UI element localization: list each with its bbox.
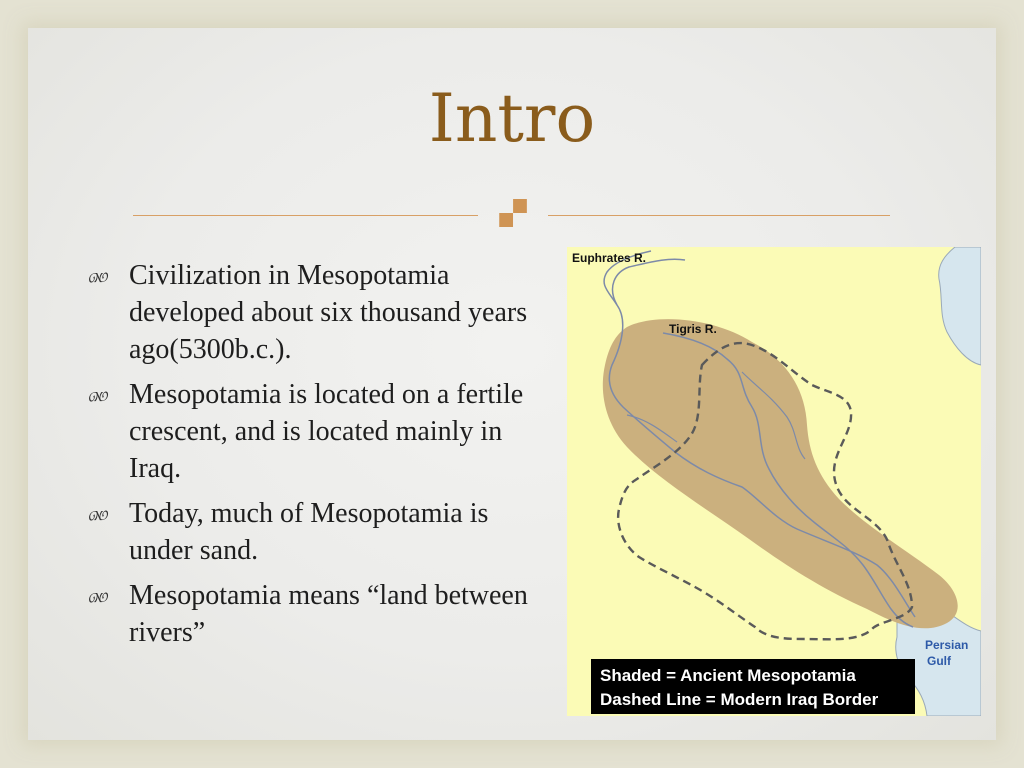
scroll-flourish-icon: 🙾: [499, 184, 527, 238]
bullet-list: [88, 257, 558, 659]
title-divider-left: [133, 215, 478, 216]
bullet-item: [88, 257, 558, 368]
double-crescent-bullet-icon: 🙐: [88, 382, 110, 406]
bullet-text: Today, much of Mesopotamia is under sand.: [129, 498, 489, 566]
bullet-text: Mesopotamia is located on a fertile crescent, and is located mainly in Iraq.: [129, 379, 524, 484]
bullet-item: [88, 577, 558, 651]
title-divider-right: [548, 215, 890, 216]
map-label-gulf-line1: Persian: [925, 638, 969, 652]
bullet-item: [88, 495, 558, 569]
double-crescent-bullet-icon: 🙐: [88, 263, 110, 287]
double-crescent-bullet-icon: 🙐: [88, 501, 110, 525]
map-label-euphrates: Euphrates R.: [572, 251, 647, 265]
map-legend-line1: Shaded = Ancient Mesopotamia: [600, 666, 856, 685]
bullet-text: Mesopotamia means “land between rivers”: [129, 580, 528, 648]
map-label-gulf-line2: Gulf: [927, 654, 951, 668]
slide-title: Intro: [428, 80, 596, 157]
map-label-tigris: Tigris R.: [669, 322, 717, 336]
double-crescent-bullet-icon: 🙐: [88, 583, 110, 607]
bullet-text: Civilization in Mesopotamia developed about six thousand years ago(5300b.c.).: [129, 260, 528, 365]
bullet-item: [88, 376, 558, 487]
mesopotamia-map: [567, 247, 981, 716]
map-legend-line2: Dashed Line = Modern Iraq Border: [600, 690, 879, 709]
